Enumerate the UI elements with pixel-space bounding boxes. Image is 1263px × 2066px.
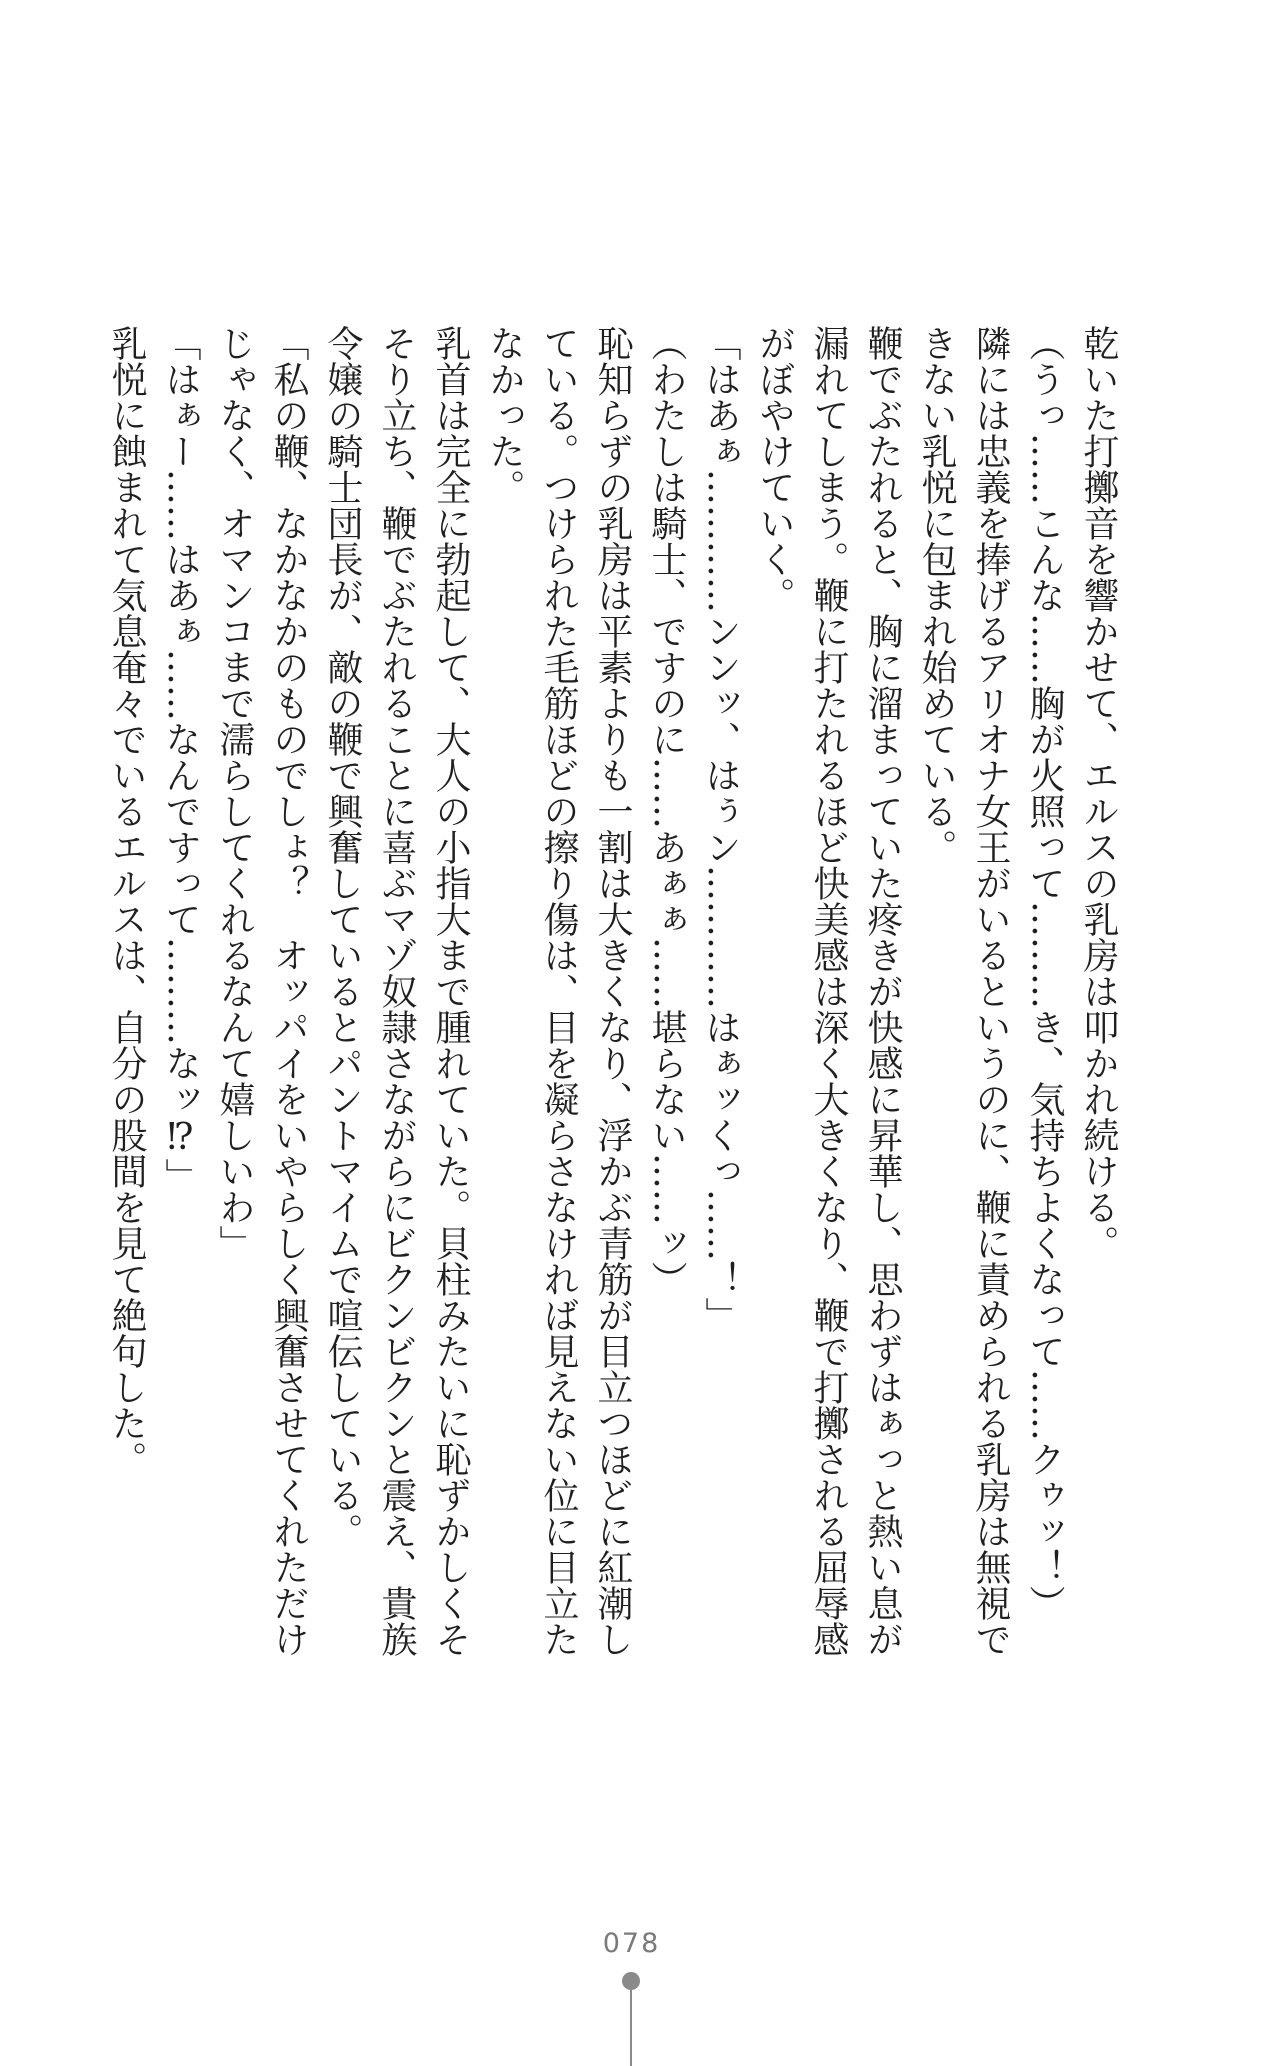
paragraph: 「私の鞭、なかなかのものでしょ？ オッパイをいやらしく興奮させてくれただけじゃなく、オマンコまで濡らしてくれるなんて嬉しいわ」 bbox=[214, 325, 309, 1657]
body-text bbox=[99, 325, 1125, 1685]
paragraph: 恥知らずの乳房は平素よりも一割は大きくなり、浮かぶ青筋が目立つほどに紅潮している。つけられた毛筋ほどの擦り傷は、目を凝らさなければ見えない位に目立たなかった。 bbox=[484, 325, 633, 1657]
paragraph: 乳首は完全に勃起して、大人の小指大まで腫れていた。貝柱みたいに恥ずかしくそそり立ち、鞭でぶたれることに喜ぶマゾ奴隷さながらにビクンビクンと震え、貴族令嬢の騎士団長が、敵の鞭で興奮しているとパントマイムで喧伝している。 bbox=[322, 325, 471, 1657]
paragraph: 鞭でぶたれると、胸に溜まっていた疼きが快感に昇華し、思わずはぁっと熱い息が漏れてしまう。鞭に打たれるほど快美感は深く大きくなり、鞭で打擲される屈辱感がぼやけていく。 bbox=[754, 325, 903, 1657]
paragraph: 乳悦に蝕まれて気息奄々でいるエルスは、自分の股間を見て絶句した。 bbox=[106, 325, 147, 1477]
paragraph: 乾いた打擲音を響かせて、エルスの乳房は叩かれ続ける。 bbox=[1078, 325, 1119, 1261]
paragraph: （うっ……こんな……胸が火照って………き、気持ちよくなって……クゥッ！） bbox=[1024, 325, 1065, 1621]
page-number: 078 bbox=[602, 1928, 661, 1959]
paragraph: （わたしは騎士、ですのに……あぁぁ……堪らない……ッ） bbox=[646, 325, 687, 1297]
paragraph: 「はあぁ…………ンンッ、はぅン…………はぁッくっ……！」 bbox=[700, 325, 741, 1333]
page-marker-line bbox=[630, 1990, 632, 2066]
paragraph: 隣には忠義を捧げるアリオナ女王がいるというのに、鞭に責められる乳房は無視できない乳悦に包まれ始めている。 bbox=[916, 325, 1011, 1657]
paragraph: 「はぁー……はあぁ……なんですって………なッ⁉」 bbox=[160, 325, 201, 1194]
page-marker-dot-icon bbox=[622, 1972, 640, 1990]
